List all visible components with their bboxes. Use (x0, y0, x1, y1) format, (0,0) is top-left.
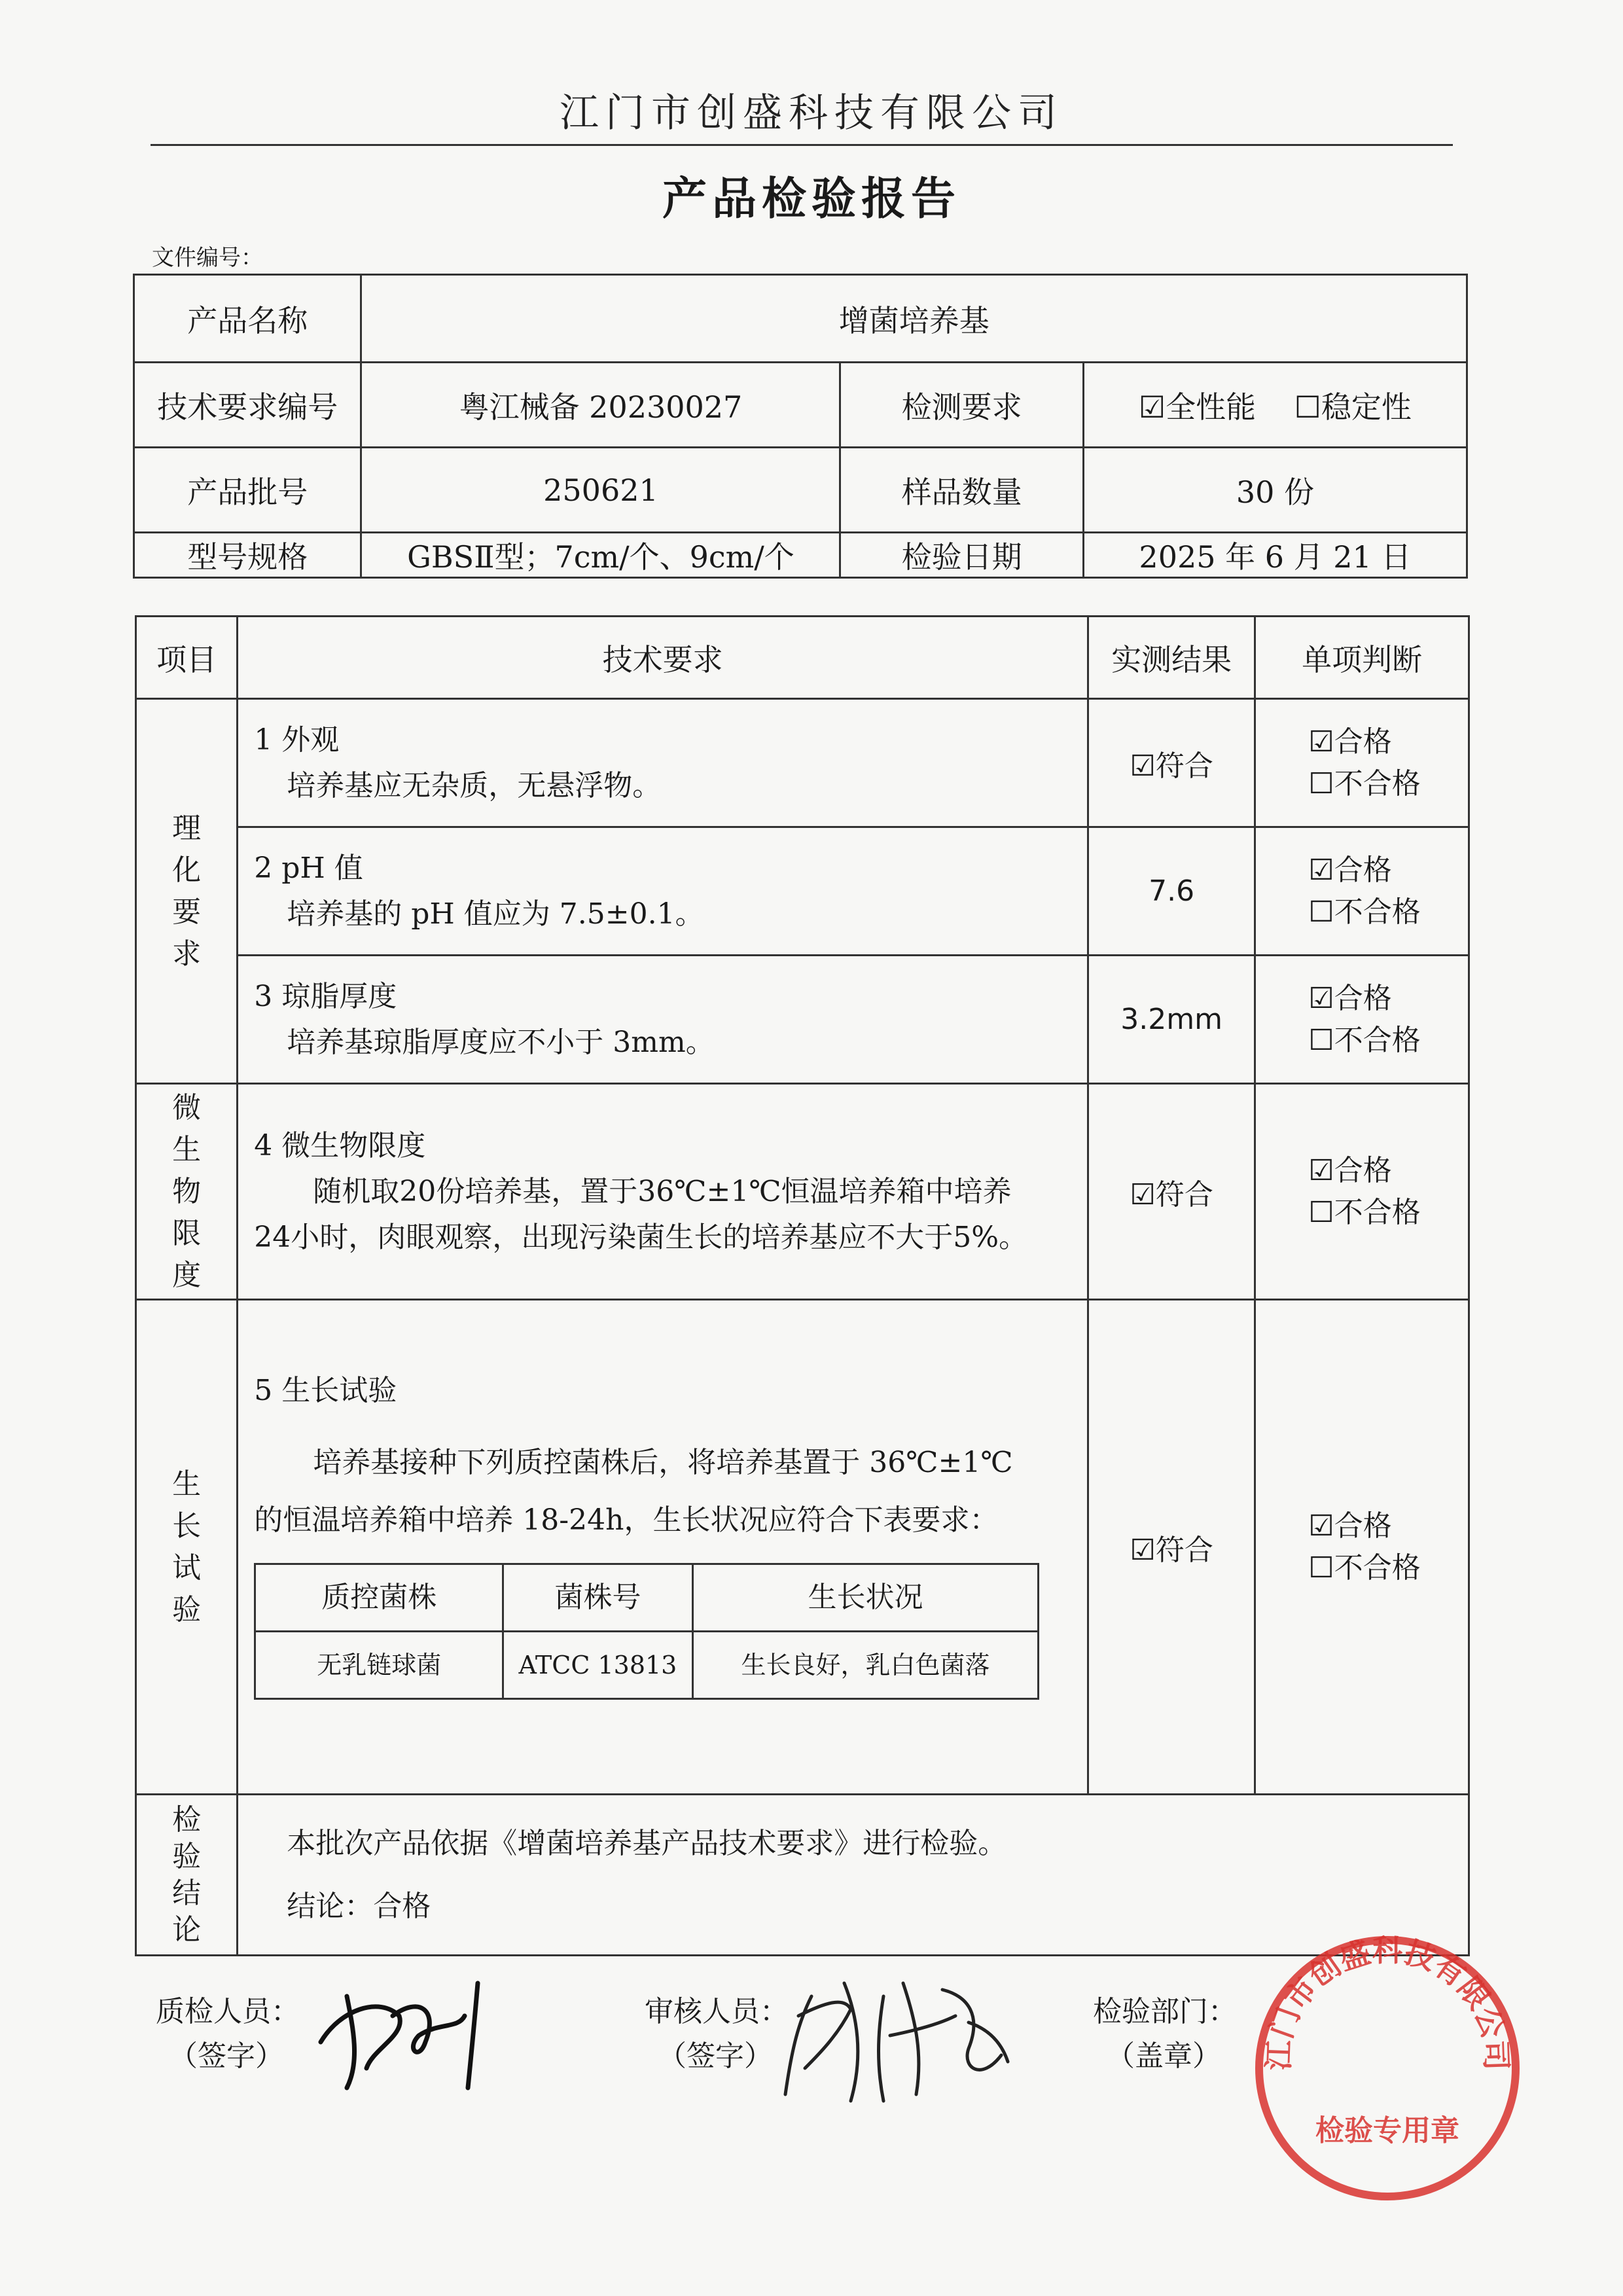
test-req-stability-checkbox[interactable]: ☐稳定性 (1294, 389, 1412, 425)
inspector-block (156, 1990, 300, 2079)
pass-checkbox[interactable]: ☑合格 (1308, 1509, 1392, 1543)
svg-text:检验专用章: 检验专用章 (1315, 2114, 1459, 2147)
judgment-ph (1255, 827, 1469, 956)
reviewer-block (645, 1990, 789, 2079)
req-growth-title: 5 生长试验 (254, 1374, 397, 1407)
test-req-label: 检测要求 (840, 363, 1083, 448)
judgment-agar (1255, 956, 1469, 1084)
svg-text:江门市创盛科技有限公司: 江门市创盛科技有限公司 (1260, 1933, 1514, 2072)
req-growth-body1: 培养基接种下列质控菌株后，将培养基置于 36℃±1℃ (313, 1446, 1013, 1479)
judgment-appearance (1255, 699, 1469, 827)
test-req-full-checkbox[interactable]: ☑全性能 (1138, 389, 1257, 425)
dept-sub: （盖章） (1106, 2039, 1221, 2073)
strain-col-growth: 生长状况 (692, 1564, 1039, 1632)
company-name: 江门市创盛科技有限公司 (560, 90, 1063, 136)
req-microbial-title: 4 微生物限度 (254, 1128, 426, 1162)
dept-block (1093, 1990, 1237, 2079)
result-appearance: ☑符合 (1088, 699, 1255, 827)
file-number-label: 文件编号： (152, 245, 263, 271)
date-label: 检验日期 (840, 533, 1083, 578)
category-growth: 生 长 试 验 (136, 1300, 238, 1795)
inspector-label: 质检人员： (156, 1995, 300, 2028)
category-physchem: 理 化 要 求 (136, 699, 238, 1084)
conclusion-basis: 本批次产品依据《增菌培养基产品技术要求》进行检验。 (287, 1826, 1007, 1860)
model-value: GBSⅡ型；7cm/个、9cm/个 (361, 533, 840, 578)
strain-col-no: 菌株号 (503, 1564, 692, 1632)
pass-checkbox[interactable]: ☑合格 (1308, 725, 1392, 759)
req-growth-body2: 的恒温培养箱中培养 18-24h，生长状况应符合下表要求： (254, 1503, 999, 1537)
inspection-seal (1250, 1931, 1525, 2206)
header-rule (151, 144, 1453, 146)
test-req-value (1083, 363, 1467, 448)
req-agar-title: 3 琼脂厚度 (254, 979, 397, 1013)
fail-checkbox[interactable]: ☐不合格 (1308, 766, 1421, 800)
inspector-sub: （签字） (169, 2039, 284, 2073)
req-appearance-body: 培养基应无杂质，无悬浮物。 (287, 768, 662, 802)
judgment-growth (1255, 1300, 1469, 1795)
req-ph-body: 培养基的 pH 值应为 7.5±0.1。 (287, 897, 704, 931)
batch-value: 250621 (361, 448, 840, 533)
report-title: 产品检验报告 (662, 173, 961, 225)
req-growth-test (238, 1300, 1088, 1795)
tech-req-no-value: 粤江械备 20230027 (361, 363, 840, 448)
req-microbial-body1: 随机取20份培养基，置于36℃±1℃恒温培养箱中培养 (313, 1174, 1012, 1208)
req-ph-title: 2 pH 值 (254, 851, 363, 885)
judgment-microbial (1255, 1084, 1469, 1300)
reviewer-label: 审核人员： (645, 1995, 789, 2028)
strain-growth: 生长良好，乳白色菌落 (692, 1632, 1039, 1699)
strain-no: ATCC 13813 (503, 1632, 692, 1699)
req-microbial-limit (238, 1084, 1088, 1300)
category-microbial: 微 生 物 限 度 (136, 1084, 238, 1300)
strain-table (254, 1563, 1039, 1700)
fail-checkbox[interactable]: ☐不合格 (1308, 895, 1421, 929)
reviewer-sub: （签字） (658, 2039, 773, 2073)
sample-qty-value: 30 份 (1083, 448, 1467, 533)
reviewer-signature (772, 1957, 1021, 2114)
req-ph (238, 827, 1088, 956)
dept-label: 检验部门： (1093, 1995, 1237, 2028)
result-ph: 7.6 (1088, 827, 1255, 956)
col-requirement: 技术要求 (238, 617, 1088, 699)
date-value: 2025 年 6 月 21 日 (1083, 533, 1467, 578)
inspector-signature (308, 1970, 497, 2094)
col-result: 实测结果 (1088, 617, 1255, 699)
strain-col-name: 质控菌株 (255, 1564, 503, 1632)
req-appearance-title: 1 外观 (254, 723, 340, 757)
result-growth: ☑符合 (1088, 1300, 1255, 1795)
result-agar: 3.2mm (1088, 956, 1255, 1084)
pass-checkbox[interactable]: ☑合格 (1308, 853, 1392, 887)
fail-checkbox[interactable]: ☐不合格 (1308, 1195, 1421, 1229)
product-info-table (133, 274, 1468, 579)
sample-qty-label: 样品数量 (840, 448, 1083, 533)
conclusion-result: 结论：合格 (287, 1889, 431, 1923)
fail-checkbox[interactable]: ☐不合格 (1308, 1551, 1421, 1585)
result-microbial: ☑符合 (1088, 1084, 1255, 1300)
tech-req-no-label: 技术要求编号 (134, 363, 361, 448)
pass-checkbox[interactable]: ☑合格 (1308, 981, 1392, 1015)
results-table (135, 615, 1470, 1956)
category-conclusion: 检 验 结 论 (136, 1795, 238, 1956)
req-appearance (238, 699, 1088, 827)
col-judgment: 单项判断 (1255, 617, 1469, 699)
product-name-label: 产品名称 (134, 275, 361, 363)
product-name-value: 增菌培养基 (361, 275, 1467, 363)
req-agar-thickness (238, 956, 1088, 1084)
req-microbial-body2: 24小时，肉眼观察，出现污染菌生长的培养基应不大于5%。 (254, 1220, 1028, 1254)
fail-checkbox[interactable]: ☐不合格 (1308, 1023, 1421, 1057)
strain-name: 无乳链球菌 (255, 1632, 503, 1699)
req-agar-body: 培养基琼脂厚度应不小于 3mm。 (287, 1025, 715, 1059)
model-label: 型号规格 (134, 533, 361, 578)
batch-label: 产品批号 (134, 448, 361, 533)
col-item: 项目 (136, 617, 238, 699)
pass-checkbox[interactable]: ☑合格 (1308, 1153, 1392, 1187)
